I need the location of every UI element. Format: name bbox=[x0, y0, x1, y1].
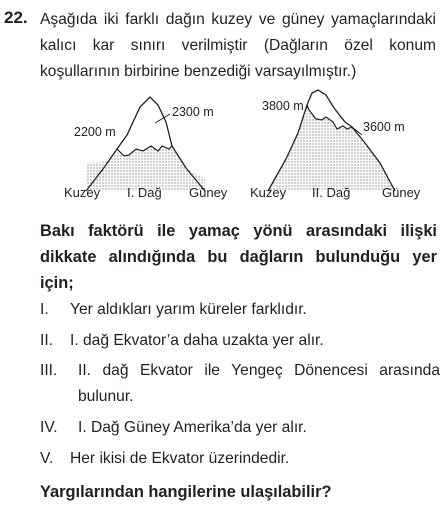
mountain-1-south-snowline-label: 2300 m bbox=[172, 105, 214, 119]
statement-numeral: II. bbox=[40, 332, 53, 349]
statement-text: I. Dağ Güney Amerika’da yer alır. bbox=[78, 419, 307, 436]
statement-list bbox=[40, 297, 440, 472]
question-number: 22. bbox=[4, 8, 28, 27]
mountain-1-north-label: Kuzey bbox=[64, 185, 101, 200]
mountain-2-south-snowline-label: 3600 m bbox=[363, 120, 405, 134]
statement-numeral: IV. bbox=[40, 419, 58, 436]
question-intro: Aşağıda iki farklı dağın kuzey ve güney yamaçlarındaki kalıcı kar sınırı verilmiştir (Dağların özel konum koşullarının birbirine benzediği varsayılmıştır.) bbox=[40, 11, 436, 80]
statement-item bbox=[40, 415, 440, 441]
mountain-2-name: II. Dağ bbox=[312, 185, 351, 200]
mountains-figure bbox=[0, 86, 444, 204]
statement-text: Her ikisi de Ekvator üzerindedir. bbox=[70, 450, 290, 467]
statement-numeral: I. bbox=[40, 301, 49, 318]
statement-text: I. dağ Ekvator’a daha uzakta yer alır. bbox=[70, 332, 324, 349]
final-question: Yargılarından hangilerine ulaşılabilir? bbox=[40, 483, 332, 501]
mountain-2-south-label: Güney bbox=[382, 185, 421, 200]
mountain-2-north-snowline-label: 3800 m bbox=[262, 99, 304, 113]
mountain-1-north-snowline-label: 2200 m bbox=[74, 125, 116, 139]
statement-text: Yer aldıkları yarım küreler farklıdır. bbox=[70, 301, 307, 318]
statement-item bbox=[40, 358, 440, 410]
statement-text: II. dağ Ekvator ile Yengeç Dönencesi arasında bulunur. bbox=[78, 362, 440, 405]
mountain-1-name: I. Dağ bbox=[127, 185, 162, 200]
mountain-2-north-label: Kuzey bbox=[250, 185, 287, 200]
mountains-diagram bbox=[0, 86, 444, 204]
statement-item bbox=[40, 297, 440, 323]
statement-numeral: III. bbox=[40, 362, 58, 379]
statement-item bbox=[40, 446, 440, 472]
question-stem: Bakı faktörü ile yamaç yönü arasındaki ilişki dikkate alındığında bu dağların bulunduğu yer için; bbox=[40, 222, 437, 292]
mountain-2 bbox=[250, 90, 421, 200]
statement-numeral: V. bbox=[40, 450, 54, 467]
mountain-1 bbox=[64, 97, 228, 200]
statement-item bbox=[40, 328, 440, 354]
mountain-1-south-label: Güney bbox=[189, 185, 228, 200]
